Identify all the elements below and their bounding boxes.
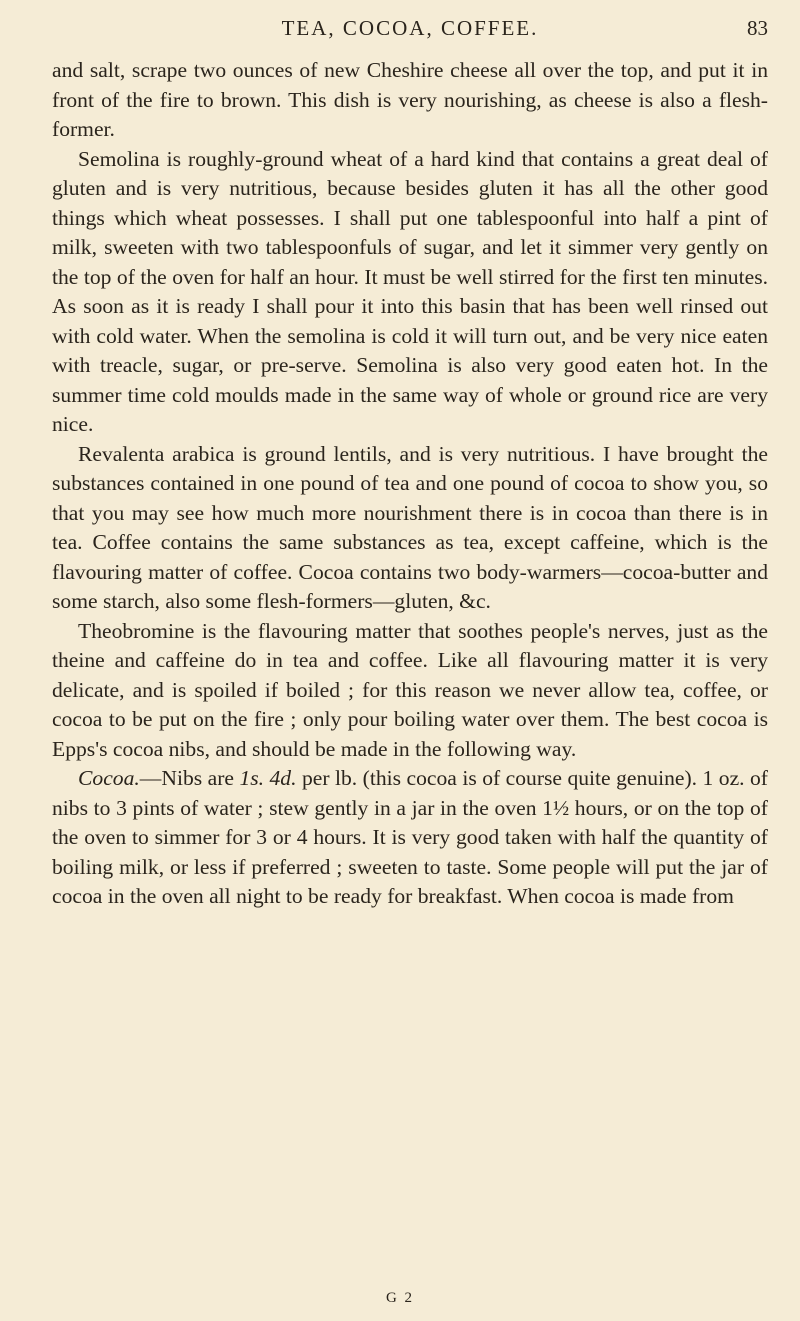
signature-mark: G 2 — [385, 1290, 415, 1306]
paragraph-theobromine: Theobromine is the flavouring matter that soothes people's nerves, just as the theine and caffeine do in tea and coffee. Like all flavouring matter it is very delicate, and is spoiled if boiled ; for this reason we never allow tea, coffee, or cocoa to be put on the fire ; only pour boiling water over them. The best cocoa is Epps's cocoa nibs, and should be made in the following way. — [52, 618, 768, 761]
recipe-label: Cocoa. — [78, 766, 140, 790]
page-number: 83 — [747, 16, 768, 40]
paragraph-semolina: Semolina is roughly-ground wheat of a hard kind that contains a great deal of gluten and is very nutritious, because besides gluten it has all the other good things which wheat possesses. I shall put one tablespoonful into half a pint of milk, sweeten with two tablespoonfuls of sugar, and let it simmer very gently on the top of the oven for half an hour. It must be well stirred for the first ten minutes. As soon as it is ready I shall pour it into this basin that has been well rinsed out with cold water. When the semolina is cold it will turn out, and be very nice eaten with treacle, sugar, or pre-serve. Semolina is also very good eaten hot. In the summer time cold moulds made in the same way of whole or ground rice are very nice. — [52, 146, 768, 436]
recipe-price: 1s. 4d. — [239, 766, 297, 790]
running-title: TEA, COCOA, COFFEE. — [281, 16, 539, 40]
paragraph-cocoa-recipe — [52, 764, 768, 912]
body-text — [52, 56, 768, 912]
paragraph-revalenta: Revalenta arabica is ground lentils, and is very nutritious. I have brought the substances contained in one pound of tea and one pound of cocoa to show you, so that you may see how much more nourishment there is in cocoa than there is in tea. Coffee contains the same substances as tea, except caffeine, which is the flavouring matter of coffee. Cocoa contains two body-warmers—cocoa-butter and some starch, also some flesh-formers—gluten, &c. — [52, 441, 768, 613]
running-head — [52, 16, 768, 46]
recipe-text-before-price: —Nibs are — [139, 766, 240, 790]
paragraph-cheese-dish: and salt, scrape two ounces of new Cheshire cheese all over the top, and put it in front of the fire to brown. This dish is very nourishing, as cheese is also a flesh-former. — [52, 58, 768, 141]
recipe-text-after-price: per lb. (this cocoa is of course quite genuine). 1 oz. of nibs to 3 pints of water ; stew gently in a jar in the oven 1½ hours, or on the top of the oven to simmer for 3 or 4 hours. It is very good taken with half the quantity of boiling milk, or less if preferred ; sweeten to taste. Some people will put the jar of cocoa in the oven all night to be ready for breakfast. When cocoa is made from — [52, 766, 768, 908]
